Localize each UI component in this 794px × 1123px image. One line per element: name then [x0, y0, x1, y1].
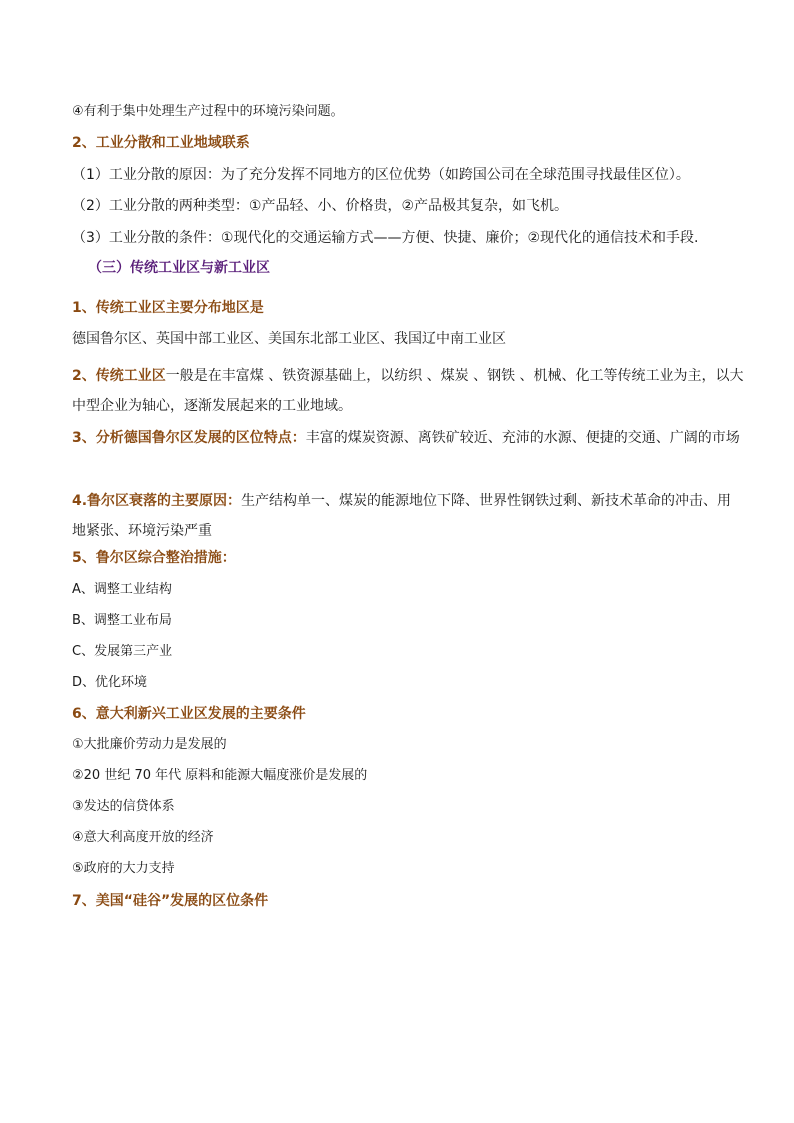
paragraph-text: 一般是在丰富煤 、铁资源基础上，以纺织 、煤炭 、钢铁 、机械、化工等传统工业为主，以大中型企业为轴心，逐渐发展起来的工业地域。: [72, 368, 744, 414]
text-line: （1）工业分散的原因：为了充分发挥不同地方的区位优势（如跨国公司在全球范围寻找最佳区位）。: [72, 167, 690, 183]
list-item: ⑤政府的大力支持: [72, 861, 175, 876]
list-item: ③发达的信贷体系: [72, 799, 175, 814]
section-heading: 6、意大利新兴工业区发展的主要条件: [72, 706, 306, 722]
paragraph: [72, 423, 744, 453]
section-heading: 1、传统工业区主要分布地区是: [72, 300, 264, 316]
list-item: C、发展第三产业: [72, 644, 173, 659]
text-line: （3）工业分散的条件：①现代化的交通运输方式——方便、快捷、廉价；②现代化的通信技术和手段.: [72, 230, 699, 246]
inline-heading: 3、分析德国鲁尔区发展的区位特点：: [72, 430, 306, 446]
inline-heading: 2、传统工业区: [72, 368, 166, 384]
list-item: B、调整工业布局: [72, 613, 172, 628]
section-heading: 7、美国“硅谷”发展的区位条件: [72, 893, 269, 909]
paragraph-text: 丰富的煤炭资源、离铁矿较近、充沛的水源、便捷的交通、广阔的市场: [305, 430, 740, 446]
paragraph: [72, 486, 744, 546]
paragraph-text: 生产结构单一、煤炭的能源地位下降、世界性钢铁过剩、新技术革命的冲击、用地紧张、环境污染严重: [72, 493, 732, 539]
inline-heading: 4.鲁尔区衰落的主要原因：: [72, 493, 242, 509]
chapter-heading: （三）传统工业区与新工业区: [88, 260, 270, 276]
text-line: （2）工业分散的两种类型：①产品轻、小、价格贵，②产品极其复杂，如飞机。: [72, 198, 569, 214]
section-heading: 2、工业分散和工业地域联系: [72, 135, 250, 151]
section-heading: 5、鲁尔区综合整治措施：: [72, 550, 236, 566]
list-item: A、调整工业结构: [72, 582, 172, 597]
list-item: D、优化环境: [72, 675, 148, 690]
paragraph: [72, 361, 744, 421]
list-item: ①大批廉价劳动力是发展的: [72, 737, 227, 752]
text-line: 德国鲁尔区、英国中部工业区、美国东北部工业区、我国辽中南工业区: [72, 331, 506, 347]
list-item: ②20 世纪 70 年代 原料和能源大幅度涨价是发展的: [72, 768, 368, 783]
text-line: ④有利于集中处理生产过程中的环境污染问题。: [72, 104, 344, 119]
list-item: ④意大利高度开放的经济: [72, 830, 214, 845]
